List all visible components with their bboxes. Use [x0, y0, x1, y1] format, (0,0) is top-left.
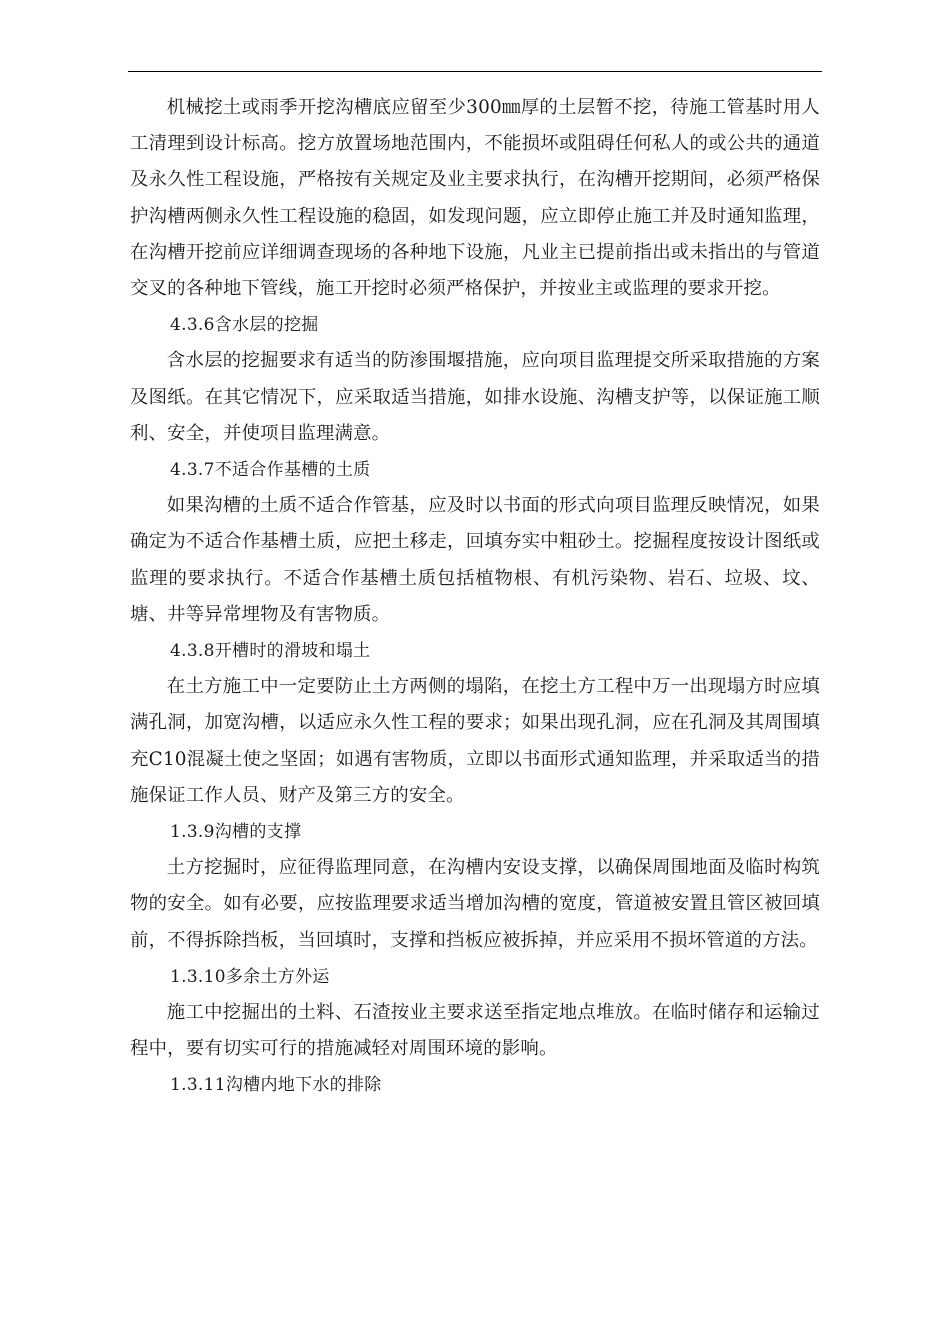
section-heading-1-3-10: 1.3.10多余土方外运 — [170, 966, 330, 987]
paragraph-landslide: 在土方施工中一定要防止土方两侧的塌陷，在挖土方工程中万一出现塌方时应填满孔洞，加宽沟槽，以适应永久性工程的要求；如果出现孔洞，应在孔洞及其周围填充C10混凝土使之坚固；如遇有害物质，立即以书面形式通知监理，并采取适当的措施保证工作人员、财产及第三方的安全。 — [130, 676, 820, 806]
paragraph-surplus-soil: 施工中挖掘出的土料、石渣按业主要求送至指定地点堆放。在临时储存和运输过程中，要有切实可行的措施减轻对周围环境的影响。 — [130, 1002, 820, 1060]
section-heading-4-3-7: 4.3.7不适合作基槽的土质 — [170, 460, 371, 481]
paragraph-aquifer: 含水层的挖掘要求有适当的防渗围堰措施，应向项目监理提交所采取措施的方案及图纸。在其它情况下，应采取适当措施，如排水设施、沟槽支护等，以保证施工顺利、安全，并使项目监理满意。 — [130, 350, 820, 444]
section-heading-1-3-9: 1.3.9沟槽的支撑 — [170, 822, 302, 843]
document-body — [130, 90, 820, 1104]
section-heading-4-3-6: 4.3.6含水层的挖掘 — [170, 315, 319, 336]
paragraph-unsuitable-soil: 如果沟槽的土质不适合作管基，应及时以书面的形式向项目监理反映情况，如果确定为不适合作基槽土质，应把土移走，回填夯实中粗砂土。挖掘程度按设计图纸或监理的要求执行。不适合作基槽土质包括植物根、有机污染物、岩石、垃圾、坟、塘、井等异常埋物及有害物质。 — [130, 495, 820, 625]
section-heading-4-3-8: 4.3.8开槽时的滑坡和塌土 — [170, 641, 371, 662]
section-heading-1-3-11: 1.3.11沟槽内地下水的排除 — [170, 1075, 382, 1096]
paragraph-trench-support: 土方挖掘时，应征得监理同意，在沟槽内安设支撑，以确保周围地面及临时构筑物的安全。如有必要，应按监理要求适当增加沟槽的宽度，管道被安置且管区被回填前，不得拆除挡板，当回填时，支撑和挡板应被拆掉，并应采用不损坏管道的方法。 — [130, 857, 820, 951]
header-rule — [128, 71, 822, 72]
paragraph-excavation-reserve: 机械挖土或雨季开挖沟槽底应留至少300㎜厚的土层暂不挖，待施工管基时用人工清理到设计标高。挖方放置场地范围内，不能损坏或阻碍任何私人的或公共的通道及永久性工程设施，严格按有关规定及业主要求执行，在沟槽开挖期间，必须严格保护沟槽两侧永久性工程设施的稳固，如发现问题，应立即停止施工并及时通知监理，在沟槽开挖前应详细调查现场的各种地下设施，凡业主已提前指出或未指出的与管道交叉的各种地下管线，施工开挖时必须严格保护，并按业主或监理的要求开挖。 — [130, 97, 820, 300]
